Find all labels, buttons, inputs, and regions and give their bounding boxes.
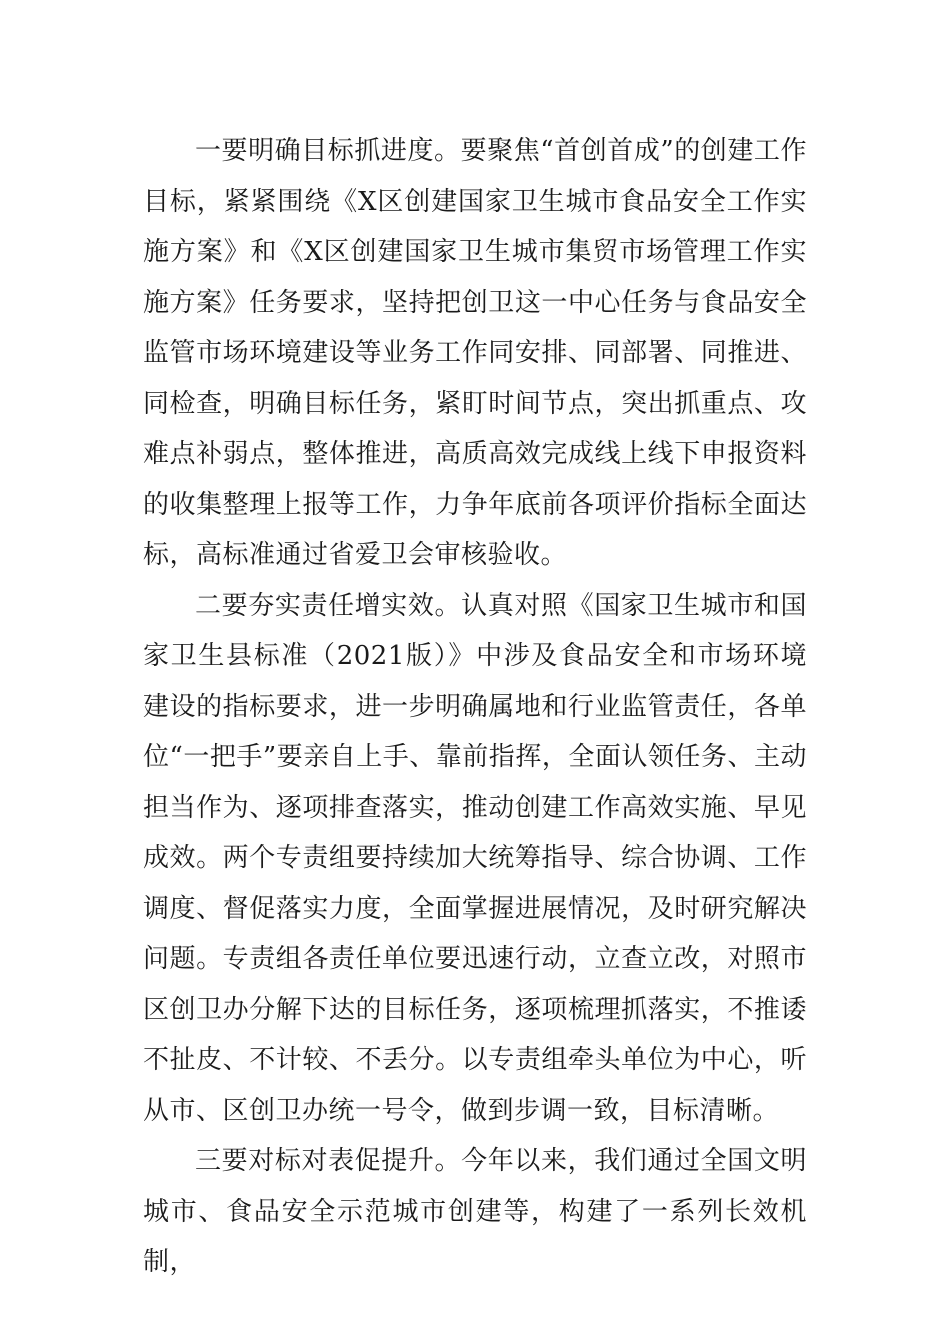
paragraph-benchmark: 三要对标对表促提升。今年以来，我们通过全国文明城市、食品安全示范城市创建等，构建了一系列长效机制， <box>143 1146 807 1277</box>
paragraph-responsibility: 二要夯实责任增实效。认真对照《国家卫生城市和国家卫生县标准（2021版）》中涉及食品安全和市场环境建设的指标要求，进一步明确属地和行业监管责任，各单位“一把手”要亲自上手、靠前指挥，全面认领任务、主动担当作为、逐项排查落实，推动创建工作高效实施、早见成效。两个专责组要持续加大统筹指导、综合协调、工作调度、督促落实力度，全面掌握进展情况，及时研究解决问题。专责组各责任单位要迅速行动，立查立改，对照市区创卫办分解下达的目标任务，逐项梳理抓落实，不推诿不扯皮、不计较、不丢分。以专责组牵头单位为中心，听从市、区创卫办统一号令，做到步调一致，目标清晰。 <box>143 590 807 1126</box>
document-body <box>143 126 807 1288</box>
paragraph-goals-progress: 一要明确目标抓进度。要聚焦“首创首成”的创建工作目标，紧紧围绕《X区创建国家卫生城市食品安全工作实施方案》和《X区创建国家卫生城市集贸市场管理工作实施方案》任务要求，坚持把创卫这一中心任务与食品安全监管市场环境建设等业务工作同安排、同部署、同推进、同检查，明确目标任务，紧盯时间节点，突出抓重点、攻难点补弱点，整体推进，高质高效完成线上线下申报资料的收集整理上报等工作，力争年底前各项评价指标全面达标，高标准通过省爱卫会审核验收。 <box>143 136 807 570</box>
